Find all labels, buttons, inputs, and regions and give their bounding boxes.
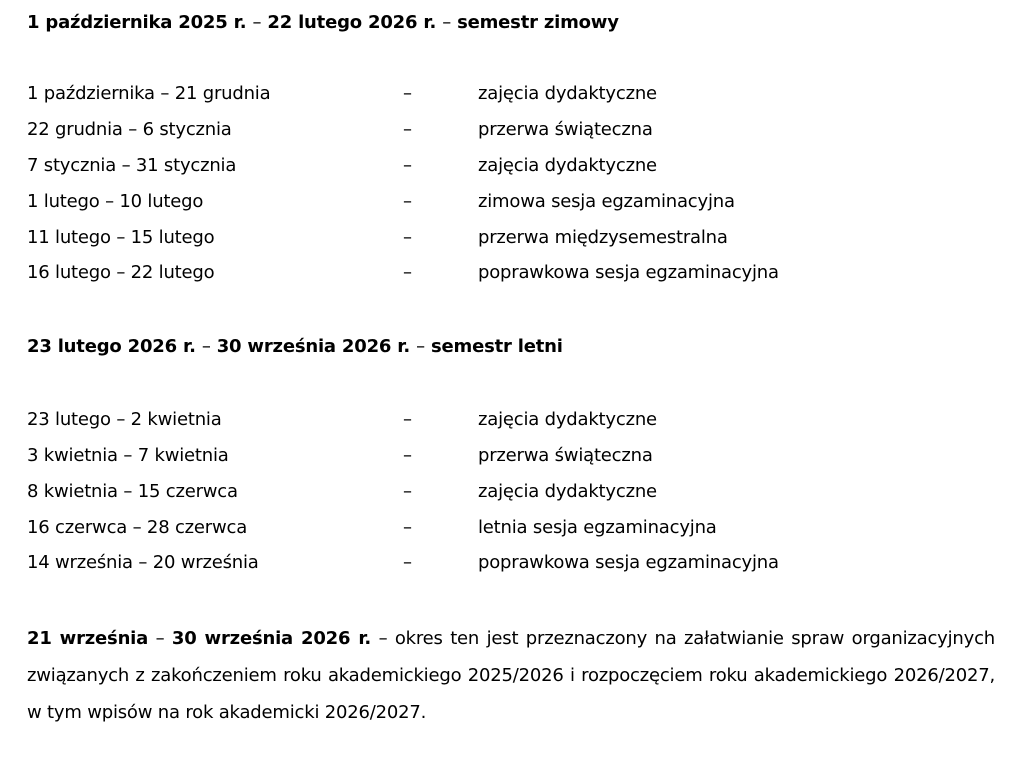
- summer-row: [27, 517, 995, 545]
- row-dash: –: [403, 191, 412, 212]
- summer-heading-sep: –: [201, 336, 211, 357]
- note-bold-start: 21 września: [27, 628, 149, 649]
- row-description: letnia sesja egzaminacyjna: [478, 517, 717, 538]
- row-dash: –: [403, 445, 412, 466]
- note-bold-sep: –: [155, 628, 165, 649]
- row-dash: –: [403, 262, 412, 283]
- row-dash: –: [403, 119, 412, 140]
- row-description: zajęcia dydaktyczne: [478, 409, 657, 430]
- row-description: przerwa międzysemestralna: [478, 227, 728, 248]
- row-dash: –: [403, 409, 412, 430]
- winter-semester-heading: [27, 12, 619, 33]
- row-dates: 1 października – 21 grudnia: [27, 83, 271, 104]
- row-dash: –: [403, 517, 412, 538]
- row-description: przerwa świąteczna: [478, 119, 653, 140]
- winter-row: [27, 262, 995, 290]
- summer-heading-sep2: –: [416, 336, 425, 357]
- row-dates: 23 lutego – 2 kwietnia: [27, 409, 222, 430]
- row-dash: –: [403, 83, 412, 104]
- summer-label: semestr letni: [431, 336, 563, 357]
- row-description: zajęcia dydaktyczne: [478, 83, 657, 104]
- note-bold-end: 30 września 2026 r.: [171, 628, 372, 649]
- row-description: przerwa świąteczna: [478, 445, 653, 466]
- row-dates: 14 września – 20 września: [27, 552, 259, 573]
- row-dash: –: [403, 481, 412, 502]
- row-dates: 1 lutego – 10 lutego: [27, 191, 204, 212]
- row-description: poprawkowa sesja egzaminacyjna: [478, 262, 779, 283]
- row-dates: 7 stycznia – 31 stycznia: [27, 155, 237, 176]
- row-dash: –: [403, 227, 412, 248]
- row-description: zajęcia dydaktyczne: [478, 155, 657, 176]
- row-dates: 8 kwietnia – 15 czerwca: [27, 481, 238, 502]
- summer-start: 23 lutego 2026 r.: [27, 336, 196, 357]
- winter-heading-sep: –: [252, 12, 262, 33]
- winter-row: [27, 227, 995, 255]
- row-dates: 16 czerwca – 28 czerwca: [27, 517, 248, 538]
- winter-row: [27, 83, 995, 111]
- row-dash: –: [403, 552, 412, 573]
- summer-row: [27, 552, 995, 580]
- closing-note-paragraph: [27, 620, 995, 731]
- winter-row: [27, 191, 995, 219]
- note-text: – okres ten jest przeznaczony na załatwianie spraw organizacyjnych związanych z zakończeniem roku akademickiego 2025/2026 i rozpoczęciem roku akademickiego 2026/2027, w tym wpisów na rok akademicki 2026/2027.: [27, 628, 996, 723]
- row-dates: 3 kwietnia – 7 kwietnia: [27, 445, 229, 466]
- winter-end: 22 lutego 2026 r.: [267, 12, 437, 33]
- row-dates: 16 lutego – 22 lutego: [27, 262, 215, 283]
- row-dash: –: [403, 155, 412, 176]
- winter-label: semestr zimowy: [457, 12, 619, 33]
- winter-heading-sep2: –: [442, 12, 452, 33]
- summer-row: [27, 445, 995, 473]
- summer-row: [27, 409, 995, 437]
- winter-row: [27, 119, 995, 147]
- row-description: zajęcia dydaktyczne: [478, 481, 657, 502]
- summer-row: [27, 481, 995, 509]
- row-description: zimowa sesja egzaminacyjna: [478, 191, 735, 212]
- row-dates: 22 grudnia – 6 stycznia: [27, 119, 232, 140]
- summer-end: 30 września 2026 r.: [216, 336, 411, 357]
- summer-semester-heading: [27, 336, 563, 357]
- row-description: poprawkowa sesja egzaminacyjna: [478, 552, 779, 573]
- winter-start: 1 października 2025 r.: [27, 12, 247, 33]
- winter-row: [27, 155, 995, 183]
- row-dates: 11 lutego – 15 lutego: [27, 227, 215, 248]
